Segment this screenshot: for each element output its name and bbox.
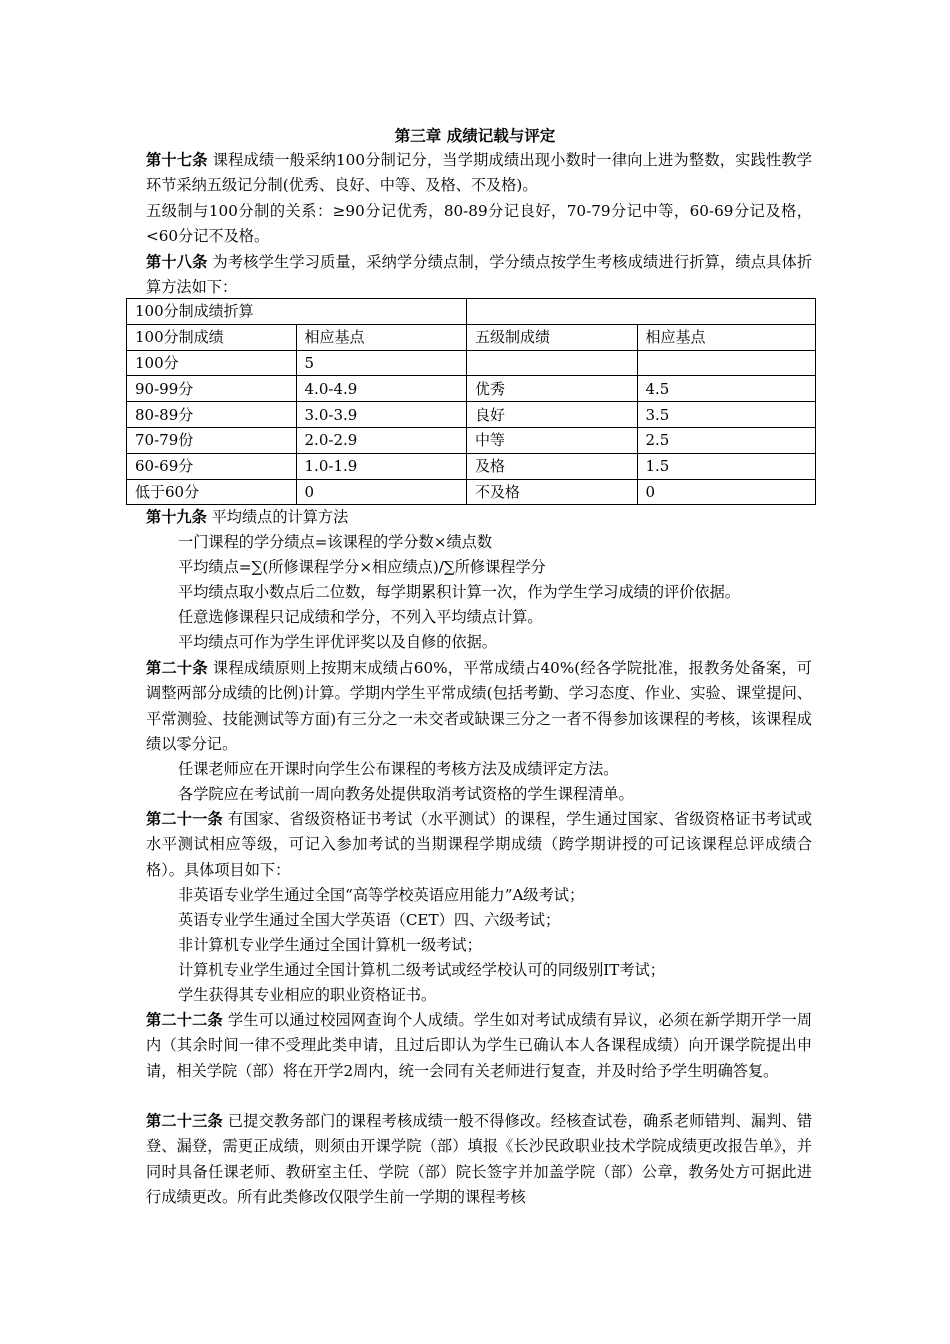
table-row [127, 427, 816, 453]
table-row [127, 453, 816, 479]
article-text: 平均绩点的计算方法 [206, 508, 349, 526]
article-label: 第十八条 [146, 253, 208, 271]
paragraph-line: 平均绩点可作为学生评优评奖以及自修的依据。 [178, 633, 497, 651]
table-cell: 1.5 [637, 453, 816, 479]
table-cell: 4.0-4.9 [296, 376, 467, 402]
table-cell: 良好 [467, 402, 637, 428]
table-cell: 3.0-3.9 [296, 402, 467, 428]
column-header: 相应基点 [296, 324, 467, 350]
list-item: 非计算机专业学生通过全国计算机一级考试； [178, 936, 482, 954]
article-text: 课程成绩原则上按期末成绩占60%，平常成绩占40%(经各学院批准，报教务处备案，可调整两部分成绩的比例)计算。学期内学生平常成绩(包括考勤、学习态度、作业、实验、课堂提问、平常测验、技能测试等方面)有三分之一未交者或缺课三分之一者不得参加该课程的考核，该课程成绩以零分记。 [146, 659, 812, 753]
column-header: 五级制成绩 [467, 324, 637, 350]
paragraph-line: 任课老师应在开课时向学生公布课程的考核方法及成绩评定方法。 [178, 760, 619, 778]
table-row [127, 479, 816, 505]
article-label: 第十七条 [146, 151, 208, 169]
table-row [127, 350, 816, 376]
paragraph-line: 各学院应在考试前一周向教务处提供取消考试资格的学生课程清单。 [178, 785, 634, 803]
table-cell: 80-89分 [127, 402, 297, 428]
table-cell [467, 299, 816, 325]
table-caption: 100分制成绩折算 [127, 299, 467, 325]
list-item: 非英语专业学生通过全国“高等学校英语应用能力”A级考试； [178, 886, 585, 904]
table-cell: 0 [296, 479, 467, 505]
table-cell: 2.0-2.9 [296, 427, 467, 453]
table-cell: 4.5 [637, 376, 816, 402]
table-cell: 不及格 [467, 479, 637, 505]
article-18 [146, 250, 812, 301]
column-header: 100分制成绩 [127, 324, 297, 350]
article-text: 课程成绩一般采纳100分制记分，当学期成绩出现小数时一律向上进为整数，实践性教学环节采纳五级记分制(优秀、良好、中等、及格、不及格)。 [146, 151, 812, 195]
table-cell: 低于60分 [127, 479, 297, 505]
article-23 [146, 1109, 812, 1210]
formula-line: 平均绩点=∑(所修课程学分×相应绩点)/∑所修课程学分 [178, 558, 546, 576]
grade-relation: 五级制与100分制的关系：≥90分记优秀，80-89分记良好，70-79分记中等，60-69分记及格，<60分记不及格。 [146, 202, 812, 246]
table-cell: 100分 [127, 350, 297, 376]
table-header-row [127, 299, 816, 325]
formula-line: 一门课程的学分绩点=该课程的学分数×绩点数 [178, 533, 493, 551]
article-label: 第十九条 [146, 508, 207, 526]
table-cell: 3.5 [637, 402, 816, 428]
table-row [127, 376, 816, 402]
paragraph-line: 平均绩点取小数点后二位数，每学期累积计算一次，作为学生学习成绩的评价依据。 [178, 583, 740, 601]
table-cell: 中等 [467, 427, 637, 453]
table-cell: 优秀 [467, 376, 637, 402]
table-cell: 1.0-1.9 [296, 453, 467, 479]
table-row [127, 402, 816, 428]
article-22 [146, 1008, 812, 1084]
article-text: 已提交教务部门的课程考核成绩一般不得修改。经核查试卷，确系老师错判、漏判、错登、漏登，需更正成绩，则须由开课学院（部）填报《长沙民政职业技术学院成绩更改报告单》，并同时具备任课老师、教研室主任、学院（部）院长签字并加盖学院（部）公章，教务处方可据此进行成绩更改。所有此类修改仅限学生前一学期的课程考核 [146, 1112, 813, 1206]
table-cell: 70-79份 [127, 427, 297, 453]
article-label: 第二十条 [146, 659, 208, 677]
table-cell: 及格 [467, 453, 637, 479]
table-cell: 90-99分 [127, 376, 297, 402]
article-text: 为考核学生学习质量，采纳学分绩点制，学分绩点按学生考核成绩进行折算，绩点具体折算方法如下： [146, 253, 813, 297]
table-cell: 0 [637, 479, 816, 505]
article-17 [146, 148, 812, 199]
table-cell: 5 [296, 350, 467, 376]
article-20 [146, 656, 812, 757]
chapter-title: 第三章 成绩记载与评定 [394, 126, 556, 145]
table-column-row [127, 324, 816, 350]
article-text: 有国家、省级资格证书考试（水平测试）的课程，学生通过国家、省级资格证书考试或水平测试相应等级，可记入参加考试的当期课程学期成绩（跨学期讲授的可记该课程总评成绩合格）。具体项目如下： [146, 810, 813, 879]
list-item: 计算机专业学生通过全国计算机二级考试或经学校认可的同级别IT考试； [178, 961, 665, 979]
article-label: 第二十一条 [146, 810, 223, 828]
list-item: 英语专业学生通过全国大学英语（CET）四、六级考试； [178, 911, 561, 929]
article-text: 学生可以通过校园网查询个人成绩。学生如对考试成绩有异议，必须在新学期开学一周内（其余时间一律不受理此类申请，且过后即认为学生已确认本人各课程成绩）向开课学院提出申请，相关学院（部）将在开学2周内，统一会同有关老师进行复查，并及时给予学生明确答复。 [146, 1011, 813, 1080]
table-cell [467, 350, 637, 376]
table-cell: 2.5 [637, 427, 816, 453]
table-cell: 60-69分 [127, 453, 297, 479]
article-label: 第二十二条 [146, 1011, 223, 1029]
column-header: 相应基点 [637, 324, 816, 350]
table-cell [637, 350, 816, 376]
grade-point-table [126, 298, 816, 505]
list-item: 学生获得其专业相应的职业资格证书。 [178, 986, 437, 1004]
article-label: 第二十三条 [146, 1112, 223, 1130]
paragraph-line: 任意选修课程只记成绩和学分，不列入平均绩点计算。 [178, 608, 543, 626]
article-19 [146, 505, 812, 530]
article-21 [146, 807, 812, 883]
